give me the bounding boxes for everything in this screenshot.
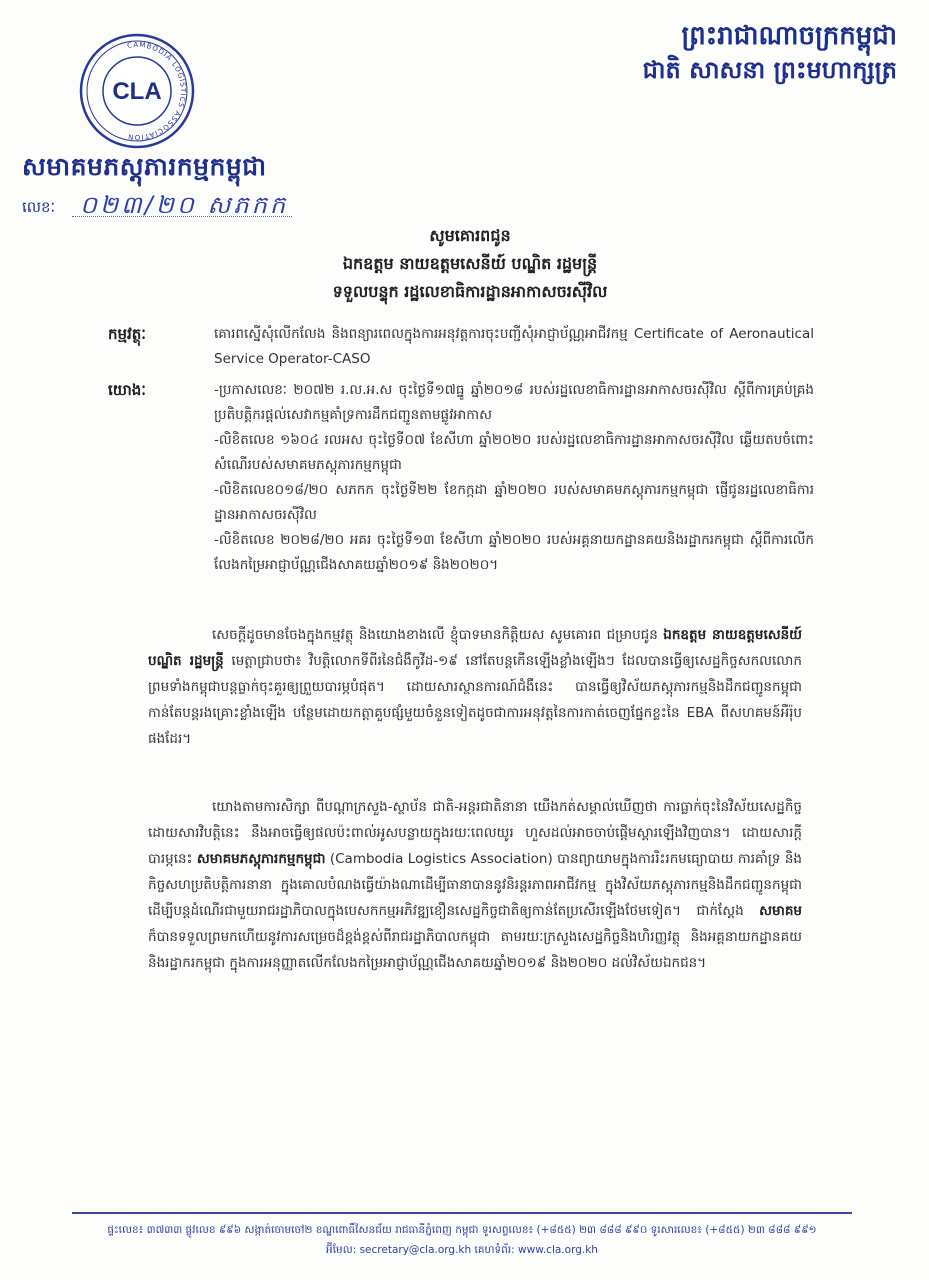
reference-item-3: -លិខិតលេខ០១៨/២០ សភកក ចុះថ្ងៃទី២២ ខែកក្កដា ឆ្នាំ២០២០ របស់សមាគមភស្តុភារកម្មកម្ពុជា ផ្ញើជូនរដ្ឋលេខាធិការដ្ឋានអាកាសចរស៊ីវិល <box>214 482 814 523</box>
addressee-line-3: ទទួលបន្ទុក រដ្ឋលេខាធិការដ្ឋានអាកាសចរស៊ីវិល <box>332 282 608 301</box>
subject-label: កម្មវត្ថុៈ <box>108 325 146 343</box>
subject-text: គោរពស្នើសុំលើកលែង និងពន្យារពេលក្នុងការអនុវត្តការចុះបញ្ជីសុំអាជ្ញាប័ណ្ណអាជីវកម្ម Certificate of Aeronautical Service Operator-CASO <box>214 326 814 367</box>
reference-number-line <box>22 190 352 226</box>
org-name: សមាគមភស្តុភារកម្មកម្ពុជា <box>22 152 267 181</box>
p2-mid: (Cambodia Logistics Association) បានព្យាយាមក្នុងការរិះរកមធ្យោបាយ ការគាំទ្រ និងកិច្ចសហប្រតិបត្តិការនានា ក្នុងគោលបំណងធ្វើយ៉ាងណាដើម្បីធានាបាននូវនិរន្តរភាពអាជីវកម្ម ក្នុងវិស័យភស្តុភារកម្មនិងដឹកជញ្ជូនកម្ពុជា ដើម្បីបន្តដំណើរជាមួយរាជរដ្ឋាភិបាលក្នុងបេសកកម្មអភិវឌ្ឍខឿនសេដ្ឋកិច្ចជាតិឲ្យកាន់តែប្រសើរឡើងថែមទៀត។ ជាក់ស្ដែង <box>148 851 803 919</box>
references-section <box>108 378 814 608</box>
p1-rest: មេត្តាជ្រាបថា៖ វិបត្តិលោកទីពីរនៃជំងឺកូវីដ-១៩ នៅតែបន្តកើនឡើងខ្លាំងឡើងៗ ដែលបានធ្វើឲ្យសេដ្ឋកិច្ចសកលលោក ព្រមទាំងកម្ពុជាបន្តធ្លាក់ចុះគួរឲ្យព្រួយបារម្ភបំផុត។ ដោយសារស្ថានការណ៍ជំងឺនេះ បានធ្វើឲ្យវិស័យភស្តុភារកម្មនិងដឹកជញ្ជូនកម្ពុជា កាន់តែបន្តរងគ្រោះខ្លាំងឡើង បន្ថែមដោយកត្តាគួបផ្សំមួយចំនួនទៀតដូចជាការអនុវត្តនៃការកាត់ចេញផ្នែកខ្លះនៃ EBA ពីសហគមន៍អឺរ៉ុបផងដែរ។ <box>148 653 802 747</box>
logo-ring-text: CAMBODIA LOGISTICS ASSOCIATION <box>126 40 188 142</box>
kingdom-line-2: ជាតិ សាសនា ព្រះមហាក្សត្រ <box>642 56 897 84</box>
references-label: យោងៈ <box>108 381 146 399</box>
logo-text: CLA <box>112 78 162 105</box>
kingdom-motto <box>597 18 897 86</box>
footer-contact: អ៊ីមែល: secretary@cla.org.kh គេហទំព័រ: www.cla.org.kh <box>326 1244 598 1256</box>
p2-bold-2: សមាគម <box>759 903 802 919</box>
body-paragraph-2 <box>148 794 802 976</box>
reference-item-2: -លិខិតលេខ ១៦០៤ រលអស ចុះថ្ងៃទី០៧ ខែសីហា ឆ្នាំ២០២០ របស់រដ្ឋលេខាធិការដ្ឋានអាកាសចរស៊ីវិល ឆ្លើយតបចំពោះសំណើរបស់សមាគមភស្តុភារកម្មកម្ពុជា <box>214 432 814 473</box>
cla-logo-icon <box>78 32 196 150</box>
p1-lead: សេចក្ដីដូចមានចែងក្នុងកម្មវត្ថុ និងយោងខាងលើ ខ្ញុំបាទមានកិត្តិយស សូមគោរព ជម្រាបជូន <box>212 627 658 643</box>
p1-bold: ឯកឧត្តម នាយឧត្តមសេនីយ៍ បណ្ឌិត រដ្ឋមន្ត្រី <box>148 627 803 669</box>
kingdom-line-1: ព្រះរាជាណាចក្រកម្ពុជា <box>681 21 897 51</box>
reference-item-4: -លិខិតលេខ ២០២៨/២០ អគរ ចុះថ្ងៃទី១៣ ខែសីហា ឆ្នាំ២០២០ របស់អគ្គនាយកដ្ឋានគយនិងរដ្ឋាករកម្ពុជា ស្ដីពីការលើកលែងកម្រៃអាជ្ញាប័ណ្ណជើងសាគយឆ្នាំ២០១៩ និង២០២០។ <box>214 532 814 573</box>
p2-lead: យោងតាមការសិក្សា ពីបណ្ដាក្រសួង-ស្ថាប័ន ជាតិ-អន្តរជាតិនានា យើងកត់សម្គាល់ឃើញថា ការធ្លាក់ចុះនៃវិស័យសេដ្ឋកិច្ចដោយសារវិបត្តិនេះ នឹងអាចធ្វើឲ្យផលប៉ះពាល់អូសបន្លាយក្នុងរយៈពេលយូរ ហួសដល់អាចចាប់ផ្ដើមស្ដារឡើងវិញបាន។ ដោយសារក្ដីបារម្ភនេះ <box>148 799 802 867</box>
footer-divider <box>72 1212 852 1214</box>
ref-number: ០២៣/២០ សភកក <box>80 191 289 219</box>
reference-item-1: -ប្រកាសលេខៈ ២០៧២ រ.ល.អ.ស ចុះថ្ងៃទី១៧ធ្នូ ឆ្នាំ២០១៨ របស់រដ្ឋលេខាធិការដ្ឋានអាកាសចរស៊ីវិល ស្ដីពីការគ្រប់គ្រងប្រតិបត្តិករផ្ដល់សេវាកម្មគាំទ្រការដឹកជញ្ជូនតាមផ្លូវអាកាស <box>214 382 814 423</box>
addressee-block <box>180 222 760 306</box>
footer-address: ផ្ទះលេខ៖ ៣៧៣៣ ផ្លូវលេខ ៩៩៦ សង្កាត់ចោមចៅ២ ខណ្ឌពោធិ៍សែនជ័យ រាជធានីភ្នំពេញ កម្ពុជា ទូរសព្ទលេខ៖ (+៨៥៥) ២៣ ៨៨៨ ៩៩០ ទូរសារលេខ៖ (+៨៥៥) ២៣ ៨៨៨ ៩៩១ <box>107 1224 817 1236</box>
subject-section <box>108 322 814 378</box>
ref-label: លេខៈ <box>22 198 56 216</box>
references-list <box>214 378 814 578</box>
p2-bold: សមាគមភស្តុភារកម្មកម្ពុជា <box>196 851 326 867</box>
body-paragraph-1 <box>148 622 802 752</box>
addressee-line-2: ឯកឧត្តម នាយឧត្តមសេនីយ៍ បណ្ឌិត រដ្ឋមន្ត្រី <box>342 254 598 273</box>
p2-rest: ក៏បានទទួលព្រមកហើយនូវការសម្រេចដ៏ខ្ពង់ខ្ពស់ពីរាជរដ្ឋាភិបាលកម្ពុជា តាមរយៈក្រសួងសេដ្ឋកិច្ចនិងហិរញ្ញវត្ថុ និងអគ្គនាយកដ្ឋានគយនិងរដ្ឋាករកម្ពុជា ក្នុងការអនុញ្ញាតលើកលែងកម្រៃអាជ្ញាប័ណ្ណជើងសាគយឆ្នាំ២០១៩ និង២០២០ ដល់វិស័យឯកជន។ <box>148 929 802 971</box>
addressee-line-1: សូមគោរពជូន <box>429 226 511 245</box>
